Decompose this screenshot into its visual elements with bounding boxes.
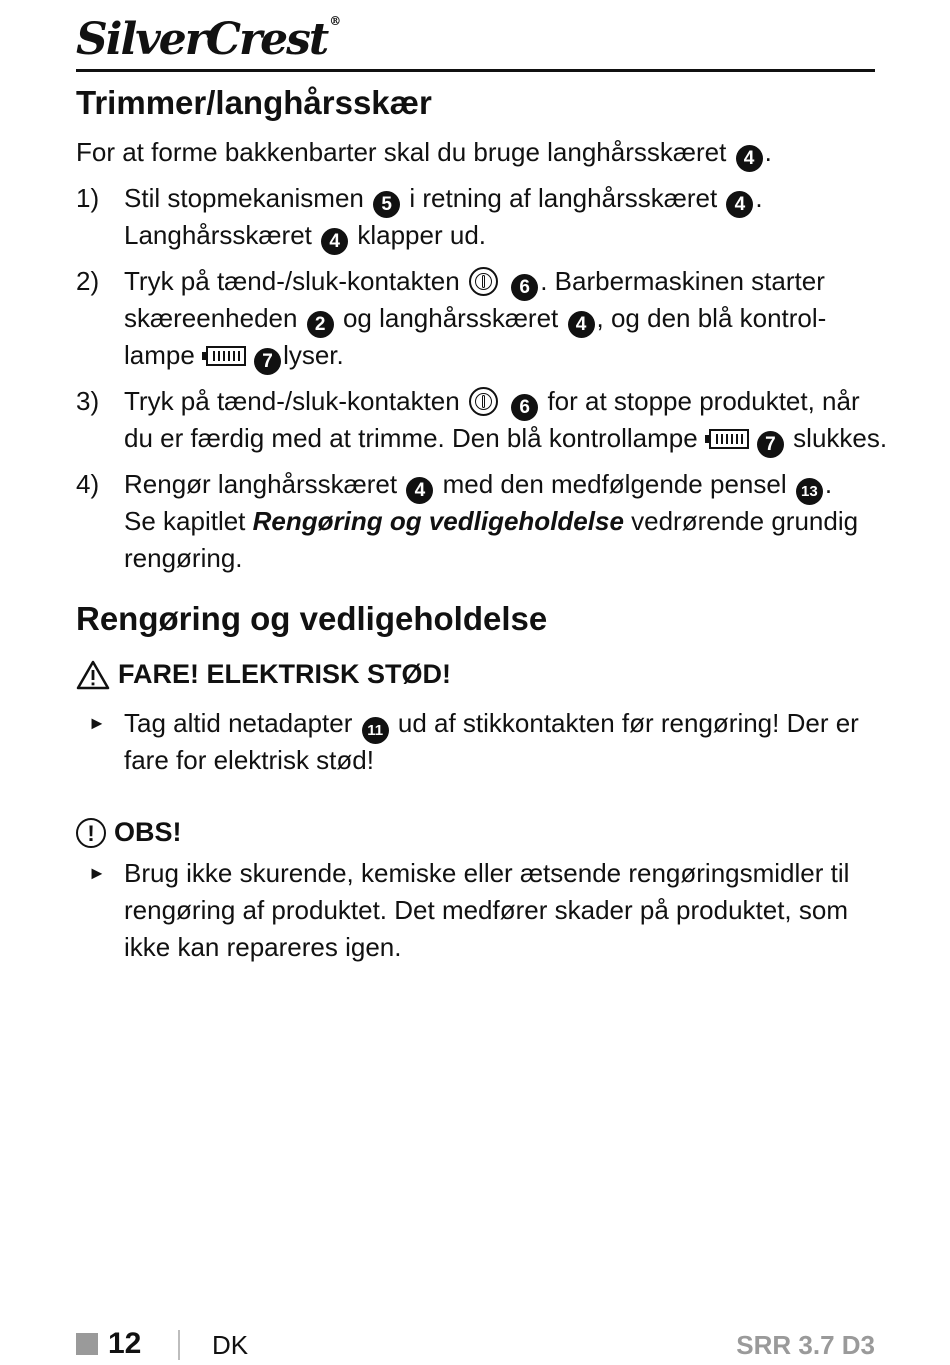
step-4-line-3: rengøring.: [124, 543, 243, 573]
notice-icon: !: [76, 818, 106, 848]
ref-number: 4: [406, 477, 433, 504]
step-number: 4): [76, 469, 100, 499]
ref-number: 2: [307, 311, 334, 338]
battery-icon: [206, 346, 246, 366]
step-2-line-2: skæreenheden 2 og langhårsskæret 4 , og den blå kontrol-: [124, 300, 826, 338]
power-button-icon: [469, 387, 498, 416]
ref-number: 7: [757, 431, 784, 458]
ref-number: 13: [796, 478, 823, 505]
ref-number: 4: [726, 191, 753, 218]
step-1-line-2: Langhårsskæret 4 klapper ud.: [124, 217, 486, 255]
language-code: DK: [212, 1330, 249, 1360]
step-number: 3): [76, 386, 100, 416]
bullet-arrow-icon: ►: [88, 863, 106, 883]
step-4-line-1: Rengør langhårsskæret 4 med den medfølgende pensel 13 .: [124, 466, 832, 505]
chapter-reference: Rengøring og vedligeholdelse: [252, 506, 624, 536]
step-number: 1): [76, 183, 100, 213]
footer-divider: [178, 1330, 180, 1360]
ref-number: 5: [373, 191, 400, 218]
section-title-trimmer: Trimmer/langhårsskær: [76, 84, 432, 121]
footer-marker: [76, 1333, 98, 1355]
ref-number: 11: [362, 717, 389, 744]
step-2-line-1: Tryk på tænd-/sluk-kontakten 6 . Barbermaskinen starter: [124, 263, 825, 301]
ref-number: 7: [254, 348, 281, 375]
notice-heading: [76, 817, 182, 848]
notice-line-3: ikke kan repareres igen.: [124, 932, 402, 962]
header-rule: [76, 69, 875, 72]
warning-label: FARE! ELEKTRISK STØD!: [118, 659, 452, 689]
warning-line-2: fare for elektrisk stød!: [124, 745, 374, 775]
model-number: SRR 3.7 D3: [736, 1330, 875, 1360]
bullet-arrow-icon: ►: [88, 713, 106, 733]
battery-icon: [709, 429, 749, 449]
intro-paragraph: For at forme bakkenbarter skal du bruge langhårsskæret 4 .: [76, 134, 772, 172]
step-number: 2): [76, 266, 100, 296]
warning-triangle-icon: [76, 660, 110, 690]
warning-line-1: Tag altid netadapter 11 ud af stikkontakten før rengøring! Der er: [124, 705, 859, 744]
notice-line-1: Brug ikke skurende, kemiske eller ætsende rengøringsmidler til: [124, 858, 850, 888]
step-1-line-1: Stil stopmekanismen 5 i retning af langhårsskæret 4 .: [124, 180, 763, 218]
ref-number: 4: [736, 145, 763, 172]
page-number: 12: [108, 1327, 142, 1360]
step-2-line-3: lampe 7 lyser.: [124, 337, 344, 375]
notice-line-2: rengøring af produktet. Det medfører skader på produktet, som: [124, 895, 849, 925]
notice-label: OBS!: [114, 817, 182, 847]
ref-number: 6: [511, 394, 538, 421]
brand-logo: SilverCrest ®: [76, 14, 340, 65]
power-button-icon: [469, 267, 498, 296]
step-4-line-2: Se kapitlet Rengøring og vedligeholdelse vedrørende grundig: [124, 506, 859, 536]
step-3-line-2: du er færdig med at trimme. Den blå kontrollampe 7 slukkes.: [124, 420, 887, 458]
ref-number: 4: [321, 228, 348, 255]
ref-number: 4: [568, 311, 595, 338]
warning-heading: [76, 659, 451, 690]
section-title-cleaning: Rengøring og vedligeholdelse: [76, 600, 548, 637]
ref-number: 6: [511, 274, 538, 301]
step-3-line-1: Tryk på tænd-/sluk-kontakten 6 for at stoppe produktet, når: [124, 383, 860, 421]
